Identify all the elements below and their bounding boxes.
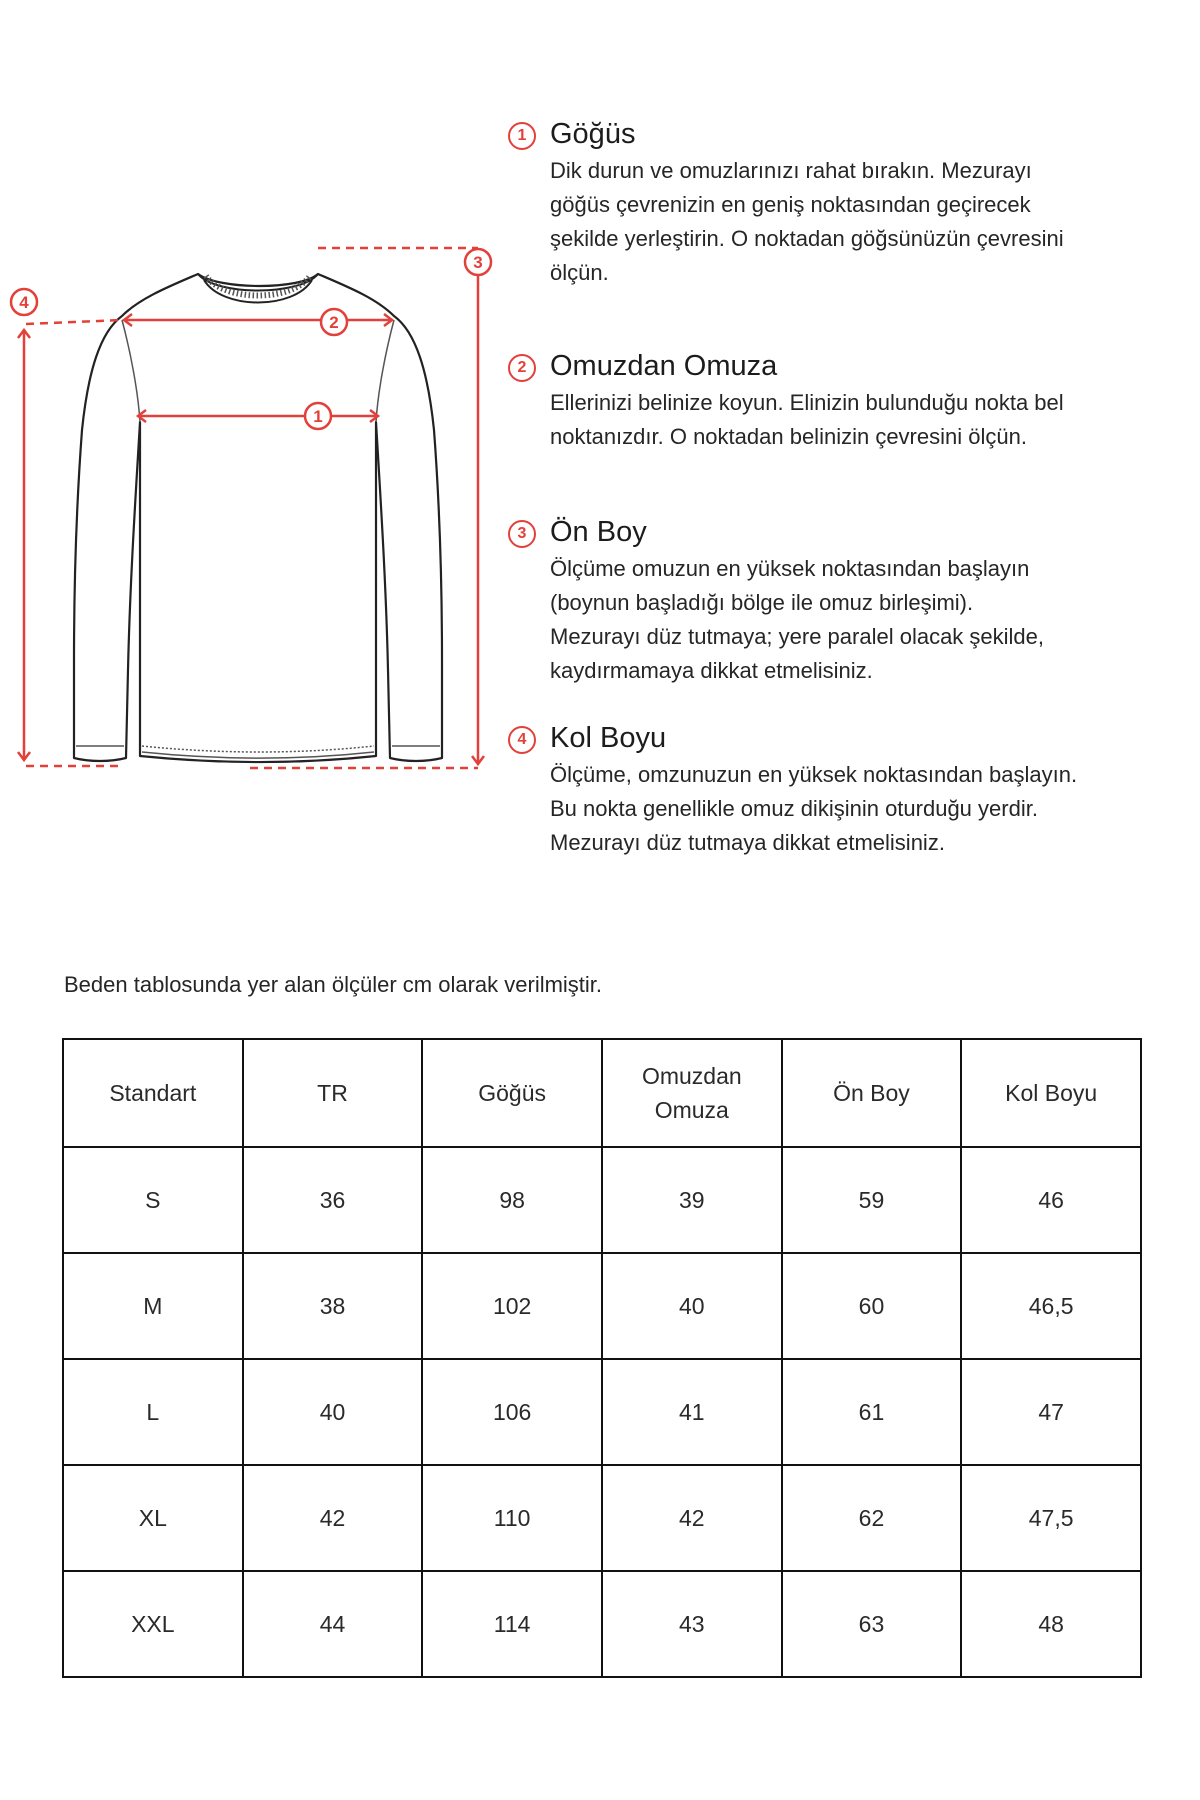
desc-line: Ellerinizi belinize koyun. Elinizin bulunduğu nokta bel <box>550 390 1064 415</box>
svg-text:4: 4 <box>19 293 29 312</box>
table-cell: 41 <box>602 1359 782 1465</box>
table-cell: 40 <box>243 1359 423 1465</box>
header-line: Omuzdan <box>641 1063 742 1089</box>
desc-line: Ölçüme, omzunuzun en yüksek noktasından başlayın. <box>550 762 1078 787</box>
size-table <box>62 1038 1142 1678</box>
guide-title: Ön Boy <box>550 516 647 548</box>
table-cell: 110 <box>422 1465 602 1571</box>
guide-title: Omuzdan Omuza <box>550 350 778 382</box>
table-row <box>63 1571 1141 1677</box>
desc-line: kaydırmamaya dikkat etmelisiniz. <box>550 658 873 683</box>
table-row <box>63 1465 1141 1571</box>
table-cell: 47 <box>961 1359 1141 1465</box>
guide-description <box>550 386 1190 454</box>
table-cell: 114 <box>422 1571 602 1677</box>
header-line: Omuza <box>654 1097 729 1123</box>
sweater-measurement-diagram <box>0 110 500 790</box>
table-cell: 40 <box>602 1253 782 1359</box>
desc-line: Mezurayı düz tutmaya; yere paralel olacak şekilde, <box>550 624 1045 649</box>
table-cell: M <box>63 1253 243 1359</box>
header-on-boy: Ön Boy <box>782 1039 962 1147</box>
table-cell: 59 <box>782 1147 962 1253</box>
table-header-row <box>63 1039 1141 1147</box>
table-row <box>63 1147 1141 1253</box>
table-cell: 98 <box>422 1147 602 1253</box>
desc-line: Mezurayı düz tutmaya dikkat etmelisiniz. <box>550 830 945 855</box>
guide-title: Kol Boyu <box>550 722 667 754</box>
table-cell: 62 <box>782 1465 962 1571</box>
desc-line: göğüs çevrenizin en geniş noktasından geçirecek <box>550 192 1031 217</box>
table-cell: 106 <box>422 1359 602 1465</box>
table-cell: 63 <box>782 1571 962 1677</box>
header-tr: TR <box>243 1039 423 1147</box>
table-cell: 38 <box>243 1253 423 1359</box>
marker-4 <box>11 289 37 315</box>
desc-line: Ölçüme omuzun en yüksek noktasından başlayın <box>550 556 1030 581</box>
number-badge: 3 <box>508 520 536 548</box>
table-cell: 42 <box>243 1465 423 1571</box>
table-cell: 43 <box>602 1571 782 1677</box>
svg-text:1: 1 <box>313 407 323 426</box>
svg-text:2: 2 <box>329 313 339 332</box>
table-cell: XL <box>63 1465 243 1571</box>
table-cell: S <box>63 1147 243 1253</box>
desc-line: Dik durun ve omuzlarınızı rahat bırakın. Mezurayı <box>550 158 1032 183</box>
guide-description <box>550 154 1190 290</box>
table-cell: 42 <box>602 1465 782 1571</box>
guide-title: Göğüs <box>550 118 636 150</box>
desc-line: Bu nokta genellikle omuz dikişinin oturduğu yerdir. <box>550 796 1038 821</box>
table-cell: L <box>63 1359 243 1465</box>
guide-description <box>550 758 1190 860</box>
marker-1 <box>305 403 331 429</box>
guide-description <box>550 552 1190 688</box>
table-cell: 46,5 <box>961 1253 1141 1359</box>
table-cell: 61 <box>782 1359 962 1465</box>
marker-3 <box>465 249 491 275</box>
table-cell: 60 <box>782 1253 962 1359</box>
table-row <box>63 1359 1141 1465</box>
table-cell: 47,5 <box>961 1465 1141 1571</box>
table-cell: XXL <box>63 1571 243 1677</box>
number-badge: 1 <box>508 122 536 150</box>
desc-line: (boynun başladığı bölge ile omuz birleşimi). <box>550 590 974 615</box>
table-cell: 46 <box>961 1147 1141 1253</box>
header-omuzdan-omuza <box>602 1039 782 1147</box>
table-row <box>63 1253 1141 1359</box>
marker-2 <box>321 309 347 335</box>
svg-text:3: 3 <box>473 253 483 272</box>
header-gogus: Göğüs <box>422 1039 602 1147</box>
desc-line: ölçün. <box>550 260 609 285</box>
table-cell: 102 <box>422 1253 602 1359</box>
desc-line: şekilde yerleştirin. O noktadan göğsünüzün çevresini <box>550 226 1064 251</box>
number-badge: 2 <box>508 354 536 382</box>
header-kol-boyu: Kol Boyu <box>961 1039 1141 1147</box>
table-cell: 44 <box>243 1571 423 1677</box>
desc-line: noktanızdır. O noktadan belinizin çevresini ölçün. <box>550 424 1027 449</box>
table-cell: 48 <box>961 1571 1141 1677</box>
number-badge: 4 <box>508 726 536 754</box>
table-cell: 36 <box>243 1147 423 1253</box>
table-cell: 39 <box>602 1147 782 1253</box>
units-note: Beden tablosunda yer alan ölçüler cm olarak verilmiştir. <box>64 972 603 997</box>
header-standart: Standart <box>63 1039 243 1147</box>
